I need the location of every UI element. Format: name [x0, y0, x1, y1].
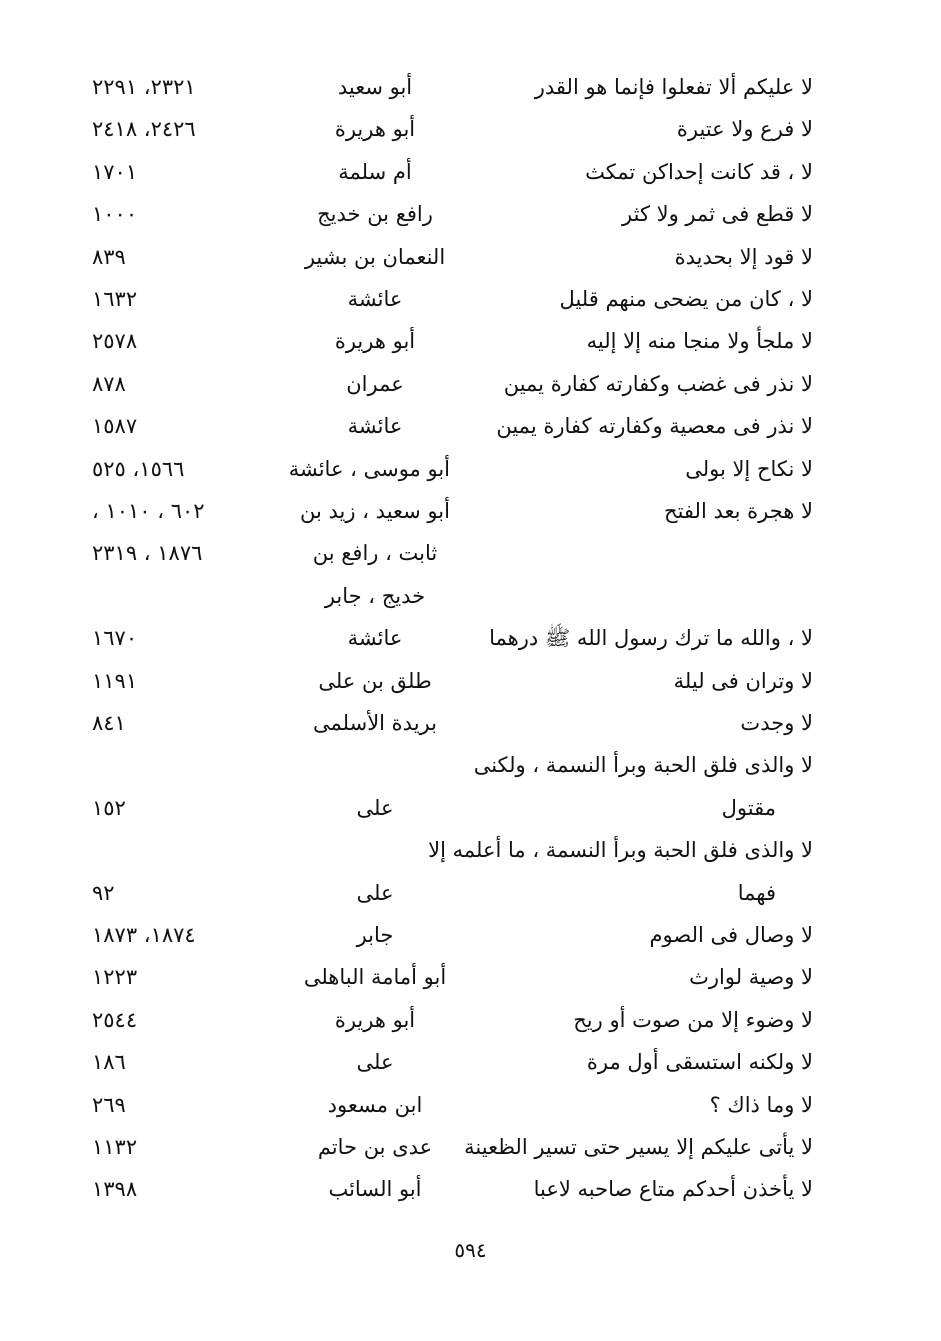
narrator-name: أبو السائب [328, 1177, 422, 1202]
hadith-text: لا وما ذاك ؟ [709, 1092, 813, 1117]
index-row [0, 448, 941, 490]
index-row [0, 278, 941, 320]
hadith-numbers: ٨٤١ [92, 711, 126, 735]
hadith-text: لا وصية لوارث [689, 965, 813, 990]
narrator-name: طلق بن على [318, 668, 432, 693]
index-row [0, 363, 941, 405]
index-row [0, 1041, 941, 1083]
index-row [0, 744, 941, 786]
hadith-numbers: ٢٥٤٤ [92, 1007, 138, 1032]
narrator-name: عائشة [347, 414, 403, 439]
hadith-numbers: ١٦٣٢ [92, 287, 138, 311]
index-row [0, 914, 941, 956]
narrator-name: عائشة [347, 626, 403, 651]
index-row [0, 999, 941, 1041]
hadith-text: لا وصال فى الصوم [649, 923, 813, 947]
hadith-text: لا قطع فى ثمر ولا كثر [622, 202, 813, 227]
narrator-name: أبو هريرة [334, 329, 416, 354]
hadith-numbers: ١٥٦٦، ٥٢٥ [92, 456, 185, 481]
index-row [0, 829, 941, 871]
hadith-text: لا عليكم ألا تفعلوا فإنما هو القدر [534, 75, 813, 99]
index-row [0, 236, 941, 278]
hadith-text: لا ملجأ ولا منجا منه إلا إليه [586, 329, 813, 354]
hadith-text: لا وتران فى ليلة [673, 668, 813, 693]
index-row [0, 575, 941, 617]
hadith-text: لا قود إلا بحديدة [674, 244, 813, 269]
narrator-name: رافع بن خديج [317, 202, 433, 227]
hadith-text: لا ، قد كانت إحداكن تمكث [585, 159, 813, 184]
hadith-text: لا يأخذن أحدكم متاع صاحبه لاعبا [533, 1177, 813, 1202]
hadith-text: لا هجرة بعد الفتح [664, 499, 813, 523]
hadith-numbers: ٦٠٢ ، ١٠١٠ ، [92, 499, 205, 523]
hadith-text: لا والذى فلق الحبة وبرأ النسمة ، ولكنى [473, 753, 813, 778]
index-row [0, 787, 941, 829]
narrator-name: أبو هريرة [334, 117, 416, 142]
hadith-numbers: ٩٢ [92, 880, 115, 905]
index-row [0, 617, 941, 659]
narrator-name: بريدة الأسلمى [313, 711, 437, 735]
narrator-name: أم سلمة [338, 159, 412, 184]
narrator-name: أبو أمامة الباهلى [303, 965, 447, 990]
narrator-name: ثابت ، رافع بن [312, 541, 438, 566]
hadith-numbers: ١٣٩٨ [92, 1177, 138, 1202]
index-row [0, 405, 941, 447]
narrator-name: على [356, 880, 394, 905]
index-row [0, 193, 941, 235]
index-row [0, 956, 941, 998]
index-row [0, 490, 941, 532]
narrator-name: أبو موسى ، عائشة [288, 456, 450, 481]
hadith-numbers: ١٥٢ [92, 795, 126, 820]
hadith-numbers: ١١٩١ [92, 668, 138, 693]
index-row [0, 660, 941, 702]
narrator-name: أبو سعيد ، زيد بن [300, 499, 450, 523]
hadith-text: فهما [737, 880, 776, 905]
hadith-text: لا ، والله ما ترك رسول الله ﷺ درهما [489, 626, 813, 651]
narrator-name: أبو سعيد [337, 75, 413, 99]
hadith-numbers: ٢٥٧٨ [92, 329, 138, 354]
narrator-name: أبو هريرة [334, 1007, 416, 1032]
index-row [0, 151, 941, 193]
index-row [0, 1126, 941, 1168]
narrator-name: عائشة [347, 287, 403, 311]
hadith-text: لا نكاح إلا بولى [685, 456, 813, 481]
hadith-numbers: ١٥٨٧ [92, 414, 138, 439]
hadith-numbers: ١٢٢٣ [92, 965, 138, 990]
hadith-text: لا ، كان من يضحى منهم قليل [559, 287, 813, 311]
hadith-numbers: ٢٣٢١، ٢٢٩١ [92, 75, 196, 99]
narrator-name: عمران [346, 371, 404, 396]
index-row [0, 1168, 941, 1210]
index-row [0, 702, 941, 744]
hadith-text: لا وجدت [740, 711, 813, 735]
hadith-numbers: ١٨٦ [92, 1050, 126, 1075]
hadith-numbers: ١١٣٢ [92, 1135, 138, 1159]
page-number: ٥٩٤ [454, 1238, 487, 1262]
hadith-numbers: ٢٦٩ [92, 1092, 126, 1117]
hadith-numbers: ١٧٠١ [92, 159, 138, 184]
hadith-numbers: ١٨٧٤، ١٨٧٣ [92, 923, 196, 947]
narrator-name: خديج ، جابر [324, 583, 426, 608]
hadith-text: لا يأتى عليكم إلا يسير حتى تسير الظعينة [464, 1135, 813, 1159]
narrator-name: ابن مسعود [327, 1092, 423, 1117]
hadith-text: لا ولكنه استسقى أول مرة [586, 1050, 813, 1075]
hadith-numbers: ٨٧٨ [92, 371, 126, 396]
narrator-name: عدى بن حاتم [317, 1135, 433, 1159]
index-row [0, 320, 941, 362]
hadith-numbers: ١٦٧٠ [92, 626, 138, 651]
index-row [0, 66, 941, 108]
hadith-numbers: ١٠٠٠ [92, 202, 138, 227]
narrator-name: على [356, 795, 394, 820]
hadith-text: لا وضوء إلا من صوت أو ريح [573, 1007, 813, 1032]
narrator-name: جابر [356, 923, 394, 947]
hadith-text: لا نذر فى معصية وكفارته كفارة يمين [496, 414, 813, 439]
index-row [0, 108, 941, 150]
narrator-name: على [356, 1050, 394, 1075]
narrator-name: النعمان بن بشير [304, 244, 446, 269]
index-row [0, 532, 941, 574]
hadith-text: لا نذر فى غضب وكفارته كفارة يمين [503, 371, 813, 396]
hadith-numbers: ٨٣٩ [92, 244, 126, 269]
index-row [0, 1084, 941, 1126]
hadith-text: مقتول [721, 795, 776, 820]
hadith-text: لا والذى فلق الحبة وبرأ النسمة ، ما أعلمه إلا [428, 838, 813, 863]
hadith-numbers: ١٨٧٦ ، ٢٣١٩ [92, 541, 203, 566]
hadith-text: لا فرع ولا عتيرة [676, 117, 813, 142]
hadith-numbers: ٢٤٢٦، ٢٤١٨ [92, 117, 196, 142]
index-row [0, 872, 941, 914]
